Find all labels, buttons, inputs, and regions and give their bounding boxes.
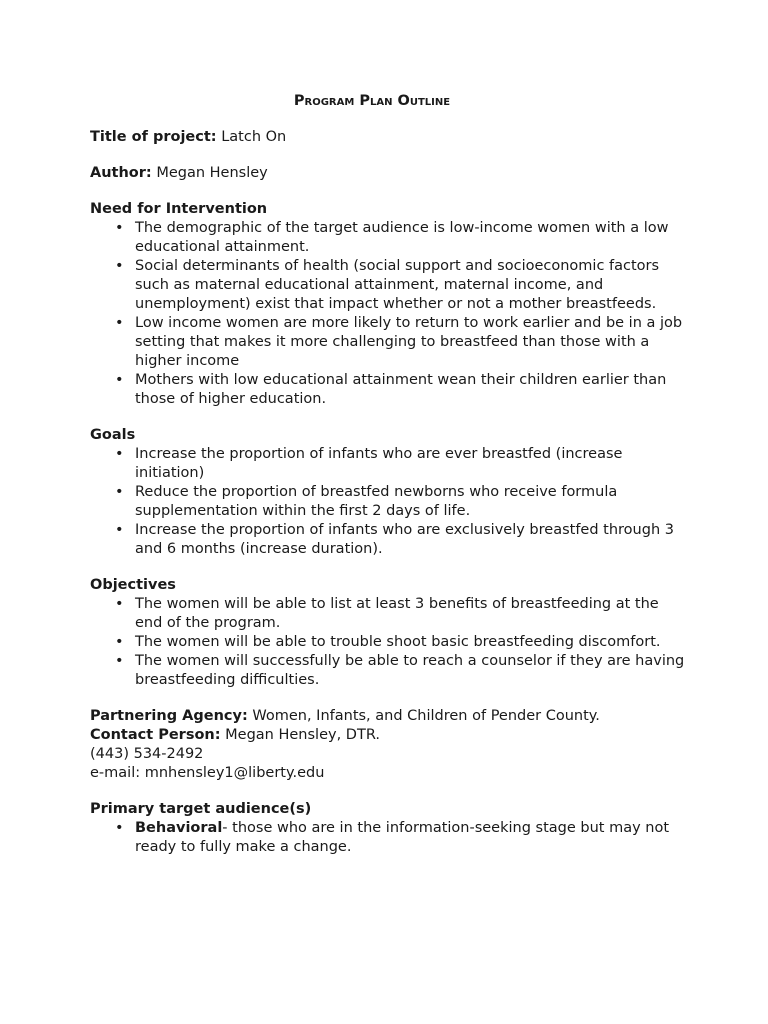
- audience-item-label: Behavioral: [135, 820, 223, 836]
- contact-email: e-mail: mnhensley1@liberty.edu: [90, 765, 325, 781]
- objective-item-text: The women will be able to list at least 3 benefits of breastfeeding at the end of the program.: [135, 596, 659, 631]
- bullet-icon: •: [115, 315, 124, 331]
- audience-item-text: - those who are in the information-seeking stage but may not ready to fully make a change.: [135, 820, 670, 855]
- contact-block: [90, 707, 690, 783]
- objectives-heading: Objectives: [90, 577, 176, 593]
- list-item: [90, 257, 690, 314]
- objective-item-text: The women will successfully be able to reach a counselor if they are having breastfeeding difficulties.: [135, 653, 685, 688]
- bullet-icon: •: [115, 446, 124, 462]
- list-item: [90, 652, 690, 690]
- contact-phone: (443) 534-2492: [90, 746, 204, 762]
- project-title-value: Latch On: [221, 129, 287, 145]
- need-heading: Need for Intervention: [90, 201, 268, 217]
- goals-heading: Goals: [90, 427, 136, 443]
- need-item-text: Social determinants of health (social support and socioeconomic factors such as maternal educational attainment, maternal income, and unemployment) exist that impact whether or not a mother breastfeeds.: [135, 258, 660, 312]
- need-item-text: Low income women are more likely to return to work earlier and be in a job setting that makes it more challenging to breastfeed than those with a higher income: [135, 315, 683, 369]
- contact-value: Megan Hensley, DTR.: [225, 727, 380, 743]
- list-item: [90, 483, 690, 521]
- goal-item-text: Increase the proportion of infants who are exclusively breastfed through 3 and 6 months (increase duration).: [135, 522, 674, 557]
- goal-item-text: Reduce the proportion of breastfed newborns who receive formula supplementation within the first 2 days of life.: [135, 484, 618, 519]
- project-title-label: Title of project:: [90, 129, 217, 145]
- need-list: [90, 219, 690, 409]
- project-title-field: [90, 128, 690, 147]
- partner-label: Partnering Agency:: [90, 708, 248, 724]
- author-label: Author:: [90, 165, 152, 181]
- objectives-list: [90, 595, 690, 690]
- audience-heading: Primary target audience(s): [90, 801, 312, 817]
- goals-list: [90, 445, 690, 559]
- list-item: [90, 371, 690, 409]
- bullet-icon: •: [115, 484, 124, 500]
- audience-list: [90, 819, 690, 857]
- bullet-icon: •: [115, 258, 124, 274]
- document-page: [90, 92, 690, 874]
- author-field: [90, 164, 690, 183]
- list-item: [90, 314, 690, 371]
- list-item: [90, 445, 690, 483]
- list-item: [90, 819, 690, 857]
- bullet-icon: •: [115, 634, 124, 650]
- goal-item-text: Increase the proportion of infants who are ever breastfed (increase initiation): [135, 446, 623, 481]
- bullet-icon: •: [115, 653, 124, 669]
- partner-line: [90, 707, 690, 726]
- need-item-text: The demographic of the target audience is low-income women with a low educational attainment.: [135, 220, 669, 255]
- list-item: [90, 521, 690, 559]
- contact-label: Contact Person:: [90, 727, 221, 743]
- list-item: [90, 595, 690, 633]
- need-item-text: Mothers with low educational attainment wean their children earlier than those of higher education.: [135, 372, 667, 407]
- list-item: [90, 219, 690, 257]
- list-item: [90, 633, 690, 652]
- partner-value: Women, Infants, and Children of Pender County.: [252, 708, 600, 724]
- bullet-icon: •: [115, 220, 124, 236]
- objective-item-text: The women will be able to trouble shoot basic breastfeeding discomfort.: [135, 634, 661, 650]
- bullet-icon: •: [115, 820, 124, 836]
- bullet-icon: •: [115, 596, 124, 612]
- bullet-icon: •: [115, 522, 124, 538]
- bullet-icon: •: [115, 372, 124, 388]
- contact-line: [90, 726, 690, 745]
- document-title: Program Plan Outline: [293, 93, 451, 109]
- author-value: Megan Hensley: [156, 165, 268, 181]
